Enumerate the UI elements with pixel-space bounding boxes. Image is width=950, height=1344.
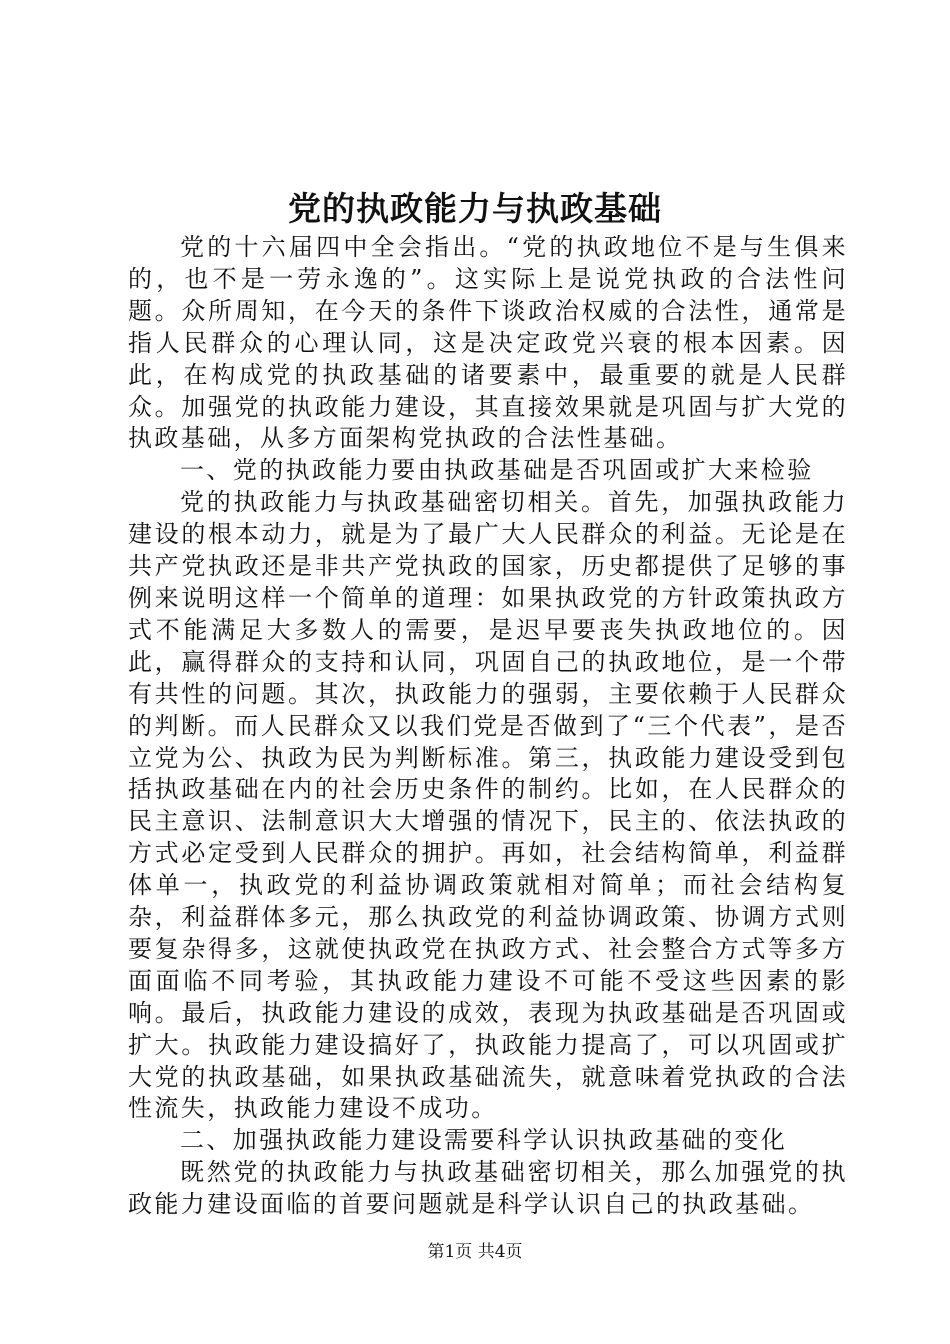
- section-heading-1: 一、党的执政能力要由执政基础是否巩固或扩大来检验: [180, 456, 814, 485]
- document-title: 党的执政能力与执政基础: [288, 189, 662, 228]
- document-body: [128, 232, 848, 1221]
- paragraph-section-1: 党的执政能力与执政基础密切相关。首先，加强执政能力建设的根本动力，就是为了最广大人民群众的利益。无论是在共产党执政还是非共产党执政的国家，历史都提供了足够的事例来说明这样一个简单的道理：如果执政党的方针政策执政方式不能满足大多数人的需要，是迟早要丧失执政地位的。因此，赢得群众的支持和认同，巩固自己的执政地位，是一个带有共性的问题。其次，执政能力的强弱，主要依赖于人民群众的判断。而人民群众又以我们党是否做到了“三个代表”，是否立党为公、执政为民为判断标准。第三，执政能力建设受到包括执政基础在内的社会历史条件的制约。比如，在人民群众的民主意识、法制意识大大增强的情况下，民主的、依法执政的方式必定受到人民群众的拥护。再如，社会结构简单，利益群体单一，执政党的利益协调政策就相对简单；而社会结构复杂，利益群体多元，那么执政党的利益协调政策、协调方式则要复杂得多，这就使执政党在执政方式、社会整合方式等多方面面临不同考验，其执政能力建设不可能不受这些因素的影响。最后，执政能力建设的成效，表现为执政基础是否巩固或扩大。执政能力建设搞好了，执政能力提高了，可以巩固或扩大党的执政基础，如果执政基础流失，就意味着党执政的合法性流失，执政能力建设不成功。: [128, 488, 848, 1123]
- page-number-footer: 第1页 共4页: [427, 1242, 523, 1262]
- paragraph-intro: 党的十六届四中全会指出。“党的执政地位不是与生俱来的，也不是一劳永逸的”。这实际上是说党执政的合法性问题。众所周知，在今天的条件下谈政治权威的合法性，通常是指人民群众的心理认同，这是决定政党兴衰的根本因素。因此，在构成党的执政基础的诸要素中，最重要的就是人民群众。加强党的执政能力建设，其直接效果就是巩固与扩大党的执政基础，从多方面架构党执政的合法性基础。: [128, 233, 848, 453]
- section-heading-2: 二、加强执政能力建设需要科学认识执政基础的变化: [180, 1126, 788, 1155]
- paragraph-section-2: 既然党的执政能力与执政基础密切相关，那么加强党的执政能力建设面临的首要问题就是科学认识自己的执政基础。: [128, 1158, 848, 1219]
